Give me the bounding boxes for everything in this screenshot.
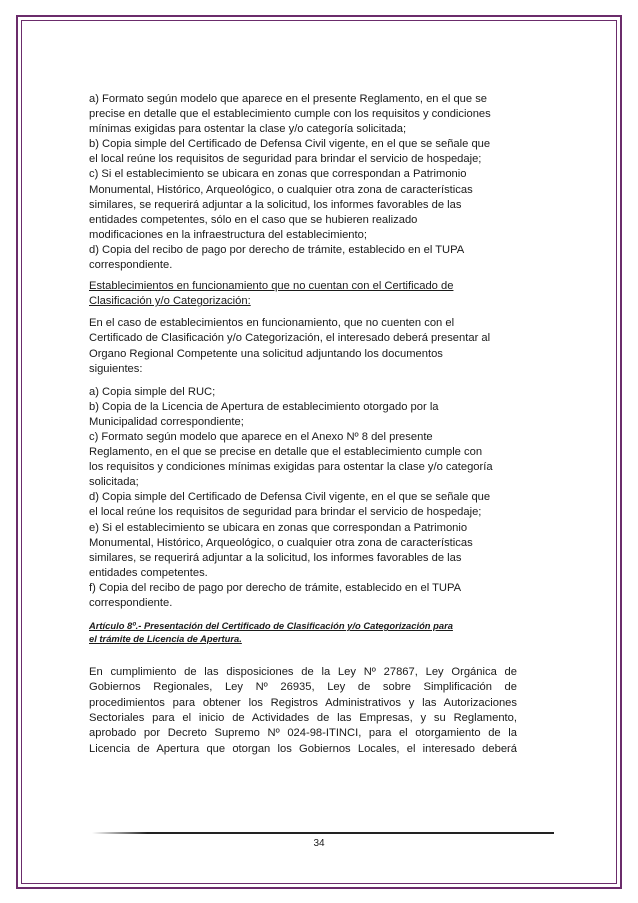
text-line: c) Formato según modelo que aparece en el Anexo Nº 8 del presente <box>89 430 433 443</box>
text-line: Clasificación y/o Categorización: <box>89 295 251 308</box>
text-line: correspondiente. <box>89 259 173 272</box>
text-line: Monumental, Histórico, Arqueológico, o cualquier otra zona de características <box>89 536 473 549</box>
text-line: Artículo 8º.- Presentación del Certificado de Clasificación y/o Categorización para <box>89 620 453 632</box>
documents-list-paragraph <box>89 385 517 611</box>
text-line: el local reúne los requisitos de seguridad para brindar el servicio de hospedaje; <box>89 506 482 519</box>
text-line: En cumplimiento de las disposiciones de la Ley Nº 27867, Ley Orgánica de <box>89 666 517 679</box>
text-line: aprobado por Decreto Supremo Nº 024-98-ITINCI, para el otorgamiento de la <box>89 727 517 740</box>
page-number: 34 <box>313 838 325 849</box>
text-line: Licencia de Apertura que otorgan los Gobiernos Locales, el interesado deberá <box>89 742 517 755</box>
article-title <box>89 619 517 645</box>
text-line: e) Si el establecimiento se ubicara en zonas que correspondan a Patrimonio <box>89 521 468 534</box>
text-line: Sectoriales para el inicio de Actividades de las Empresas, y su Reglamento, <box>89 711 517 724</box>
text-line: Reglamento, en el que se precise en detalle que el establecimiento cumple con <box>89 446 483 459</box>
text-line: entidades competentes, sólo en el caso que se hubieren realizado <box>89 213 418 226</box>
text-line: el trámite de Licencia de Apertura. <box>89 633 242 645</box>
intro-paragraph <box>89 316 517 376</box>
text-line: siguientes: <box>89 362 143 375</box>
text-line: Establecimientos en funcionamiento que no cuentan con el Certificado de <box>89 280 454 293</box>
requirements-list-paragraph <box>89 92 517 273</box>
text-line: d) Copia del recibo de pago por derecho de trámite, establecido en el TUPA <box>89 243 465 256</box>
text-line: similares, se requerirá adjuntar a la solicitud, los informes favorables de las <box>89 551 462 564</box>
text-line: correspondiente. <box>89 597 173 609</box>
text-line: precise en detalle que el establecimiento cumple con los requisitos y condiciones <box>89 108 491 121</box>
article-body-paragraph <box>89 665 517 757</box>
footer-rule <box>92 832 554 834</box>
document-body <box>89 92 517 757</box>
text-line: Organo Regional Competente una solicitud adjuntando los documentos <box>89 347 443 360</box>
text-line: modificaciones en la infraestructura del establecimiento; <box>89 228 367 241</box>
text-line: solicitada; <box>89 476 139 489</box>
text-line: b) Copia simple del Certificado de Defensa Civil vigente, en el que se señale que <box>89 138 491 151</box>
text-line: c) Si el establecimiento se ubicara en zonas que correspondan a Patrimonio <box>89 168 467 181</box>
text-line: los requisitos y condiciones mínimas exigidas para ostentar la clase y/o categoría <box>89 461 493 474</box>
text-line: a) Formato según modelo que aparece en el presente Reglamento, en el que se <box>89 93 488 105</box>
text-line: Monumental, Histórico, Arqueológico, o cualquier otra zona de características <box>89 183 473 196</box>
text-line: d) Copia simple del Certificado de Defensa Civil vigente, en el que se señale que <box>89 491 491 504</box>
text-line: similares, se requerirá adjuntar a la solicitud, los informes favorables de las <box>89 198 462 211</box>
text-line: Gobiernos Regionales, Ley Nº 26935, Ley de sobre Simplificación de <box>89 681 517 694</box>
text-line: Municipalidad correspondiente; <box>89 415 244 428</box>
text-line: procedimientos para obtener los Registros Administrativos y las Autorizaciones <box>89 696 517 709</box>
text-line: el local reúne los requisitos de seguridad para brindar el servicio de hospedaje; <box>89 153 482 166</box>
text-line: a) Copia simple del RUC; <box>89 385 216 398</box>
text-line: b) Copia de la Licencia de Apertura de establecimiento otorgado por la <box>89 400 439 413</box>
text-line: En el caso de establecimientos en funcionamiento, que no cuenten con el <box>89 317 455 330</box>
text-line: f) Copia del recibo de pago por derecho de trámite, establecido en el TUPA <box>89 581 462 594</box>
text-line: Certificado de Clasificación y/o Categorización, el interesado deberá presentar al <box>89 332 491 345</box>
text-line: mínimas exigidas para ostentar la clase y/o categoría solicitada; <box>89 123 407 136</box>
section-heading <box>89 279 517 309</box>
text-line: entidades competentes. <box>89 566 208 579</box>
